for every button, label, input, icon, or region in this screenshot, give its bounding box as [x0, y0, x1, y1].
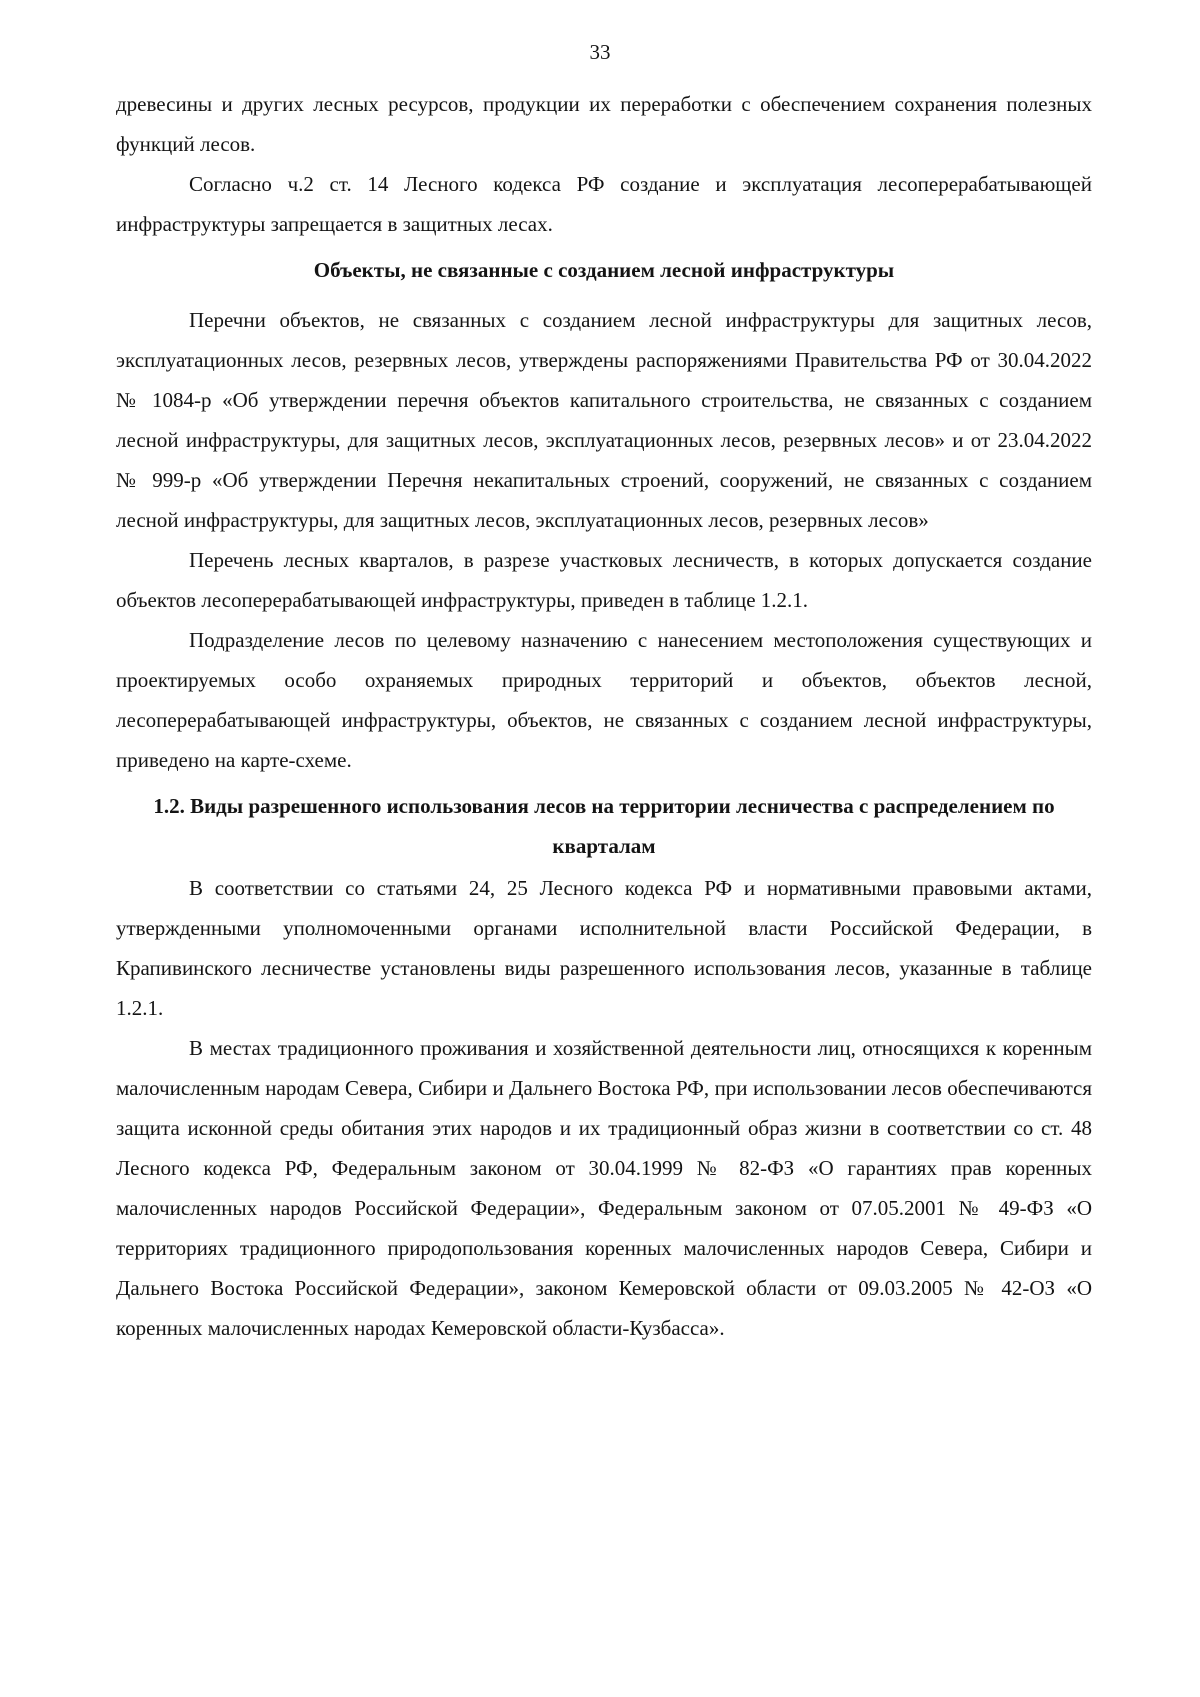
paragraph-quarters-list: Перечень лесных кварталов, в разрезе участковых лесничеств, в которых допускается создание объектов лесоперерабатывающей инфраструктуры, приведен в таблице 1.2.1. — [116, 548, 1092, 612]
heading-section-1-2: 1.2. Виды разрешенного использования лесов на территории лесничества с распределением по кварталам — [153, 794, 1055, 858]
document-body — [116, 84, 1092, 1348]
paragraph-object-lists: Перечни объектов, не связанных с созданием лесной инфраструктуры для защитных лесов, эксплуатационных лесов, резервных лесов, утверждены распоряжениями Правительства РФ от 30.04.2022 № 1084-р «Об утверждении перечня объектов капитального строительства, не связанных с созданием лесной инфраструктуры, для защитных лесов, эксплуатационных лесов, резервных лесов» и от 23.04.2022 № 999-р «Об утверждении Перечня некапитальных строений, сооружений, не связанных с созданием лесной инфраструктуры, для защитных лесов, эксплуатационных лесов, резервных лесов» — [116, 308, 1092, 532]
paragraph-continuation: древесины и других лесных ресурсов, продукции их переработки с обеспечением сохранения полезных функций лесов. — [116, 92, 1092, 156]
page-number: 33 — [589, 40, 611, 64]
paragraph-indigenous-peoples: В местах традиционного проживания и хозяйственной деятельности лиц, относящихся к коренным малочисленным народам Севера, Сибири и Дальнего Востока РФ, при использовании лесов обеспечиваются защита исконной среды обитания этих народов и их традиционный образ жизни в соответствии со ст. 48 Лесного кодекса РФ, Федеральным законом от 30.04.1999 № 82-ФЗ «О гарантиях прав коренных малочисленных народов Российской Федерации», Федеральным законом от 07.05.2001 № 49-ФЗ «О территориях традиционного природопользования коренных малочисленных народов Севера, Сибири и Дальнего Востока Российской Федерации», законом Кемеровской области от 09.03.2005 № 42-ОЗ «О коренных малочисленных народах Кемеровской области-Кузбасса». — [116, 1036, 1092, 1340]
paragraph-article-14: Согласно ч.2 ст. 14 Лесного кодекса РФ создание и эксплуатация лесоперерабатывающей инфраструктуры запрещается в защитных лесах. — [116, 172, 1092, 236]
paragraph-articles-24-25: В соответствии со статьями 24, 25 Лесного кодекса РФ и нормативными правовыми актами, утвержденными уполномоченными органами исполнительной власти Российской Федерации, в Крапивинского лесничестве установлены виды разрешенного использования лесов, указанные в таблице 1.2.1. — [116, 876, 1092, 1020]
heading-non-infrastructure-objects: Объекты, не связанные с созданием лесной инфраструктуры — [313, 258, 895, 282]
paragraph-forest-subdivision: Подразделение лесов по целевому назначению с нанесением местоположения существующих и проектируемых особо охраняемых природных территорий и объектов, объектов лесной, лесоперерабатывающей инфраструктуры, объектов, не связанных с созданием лесной инфраструктуры, приведено на карте-схеме. — [116, 628, 1092, 772]
